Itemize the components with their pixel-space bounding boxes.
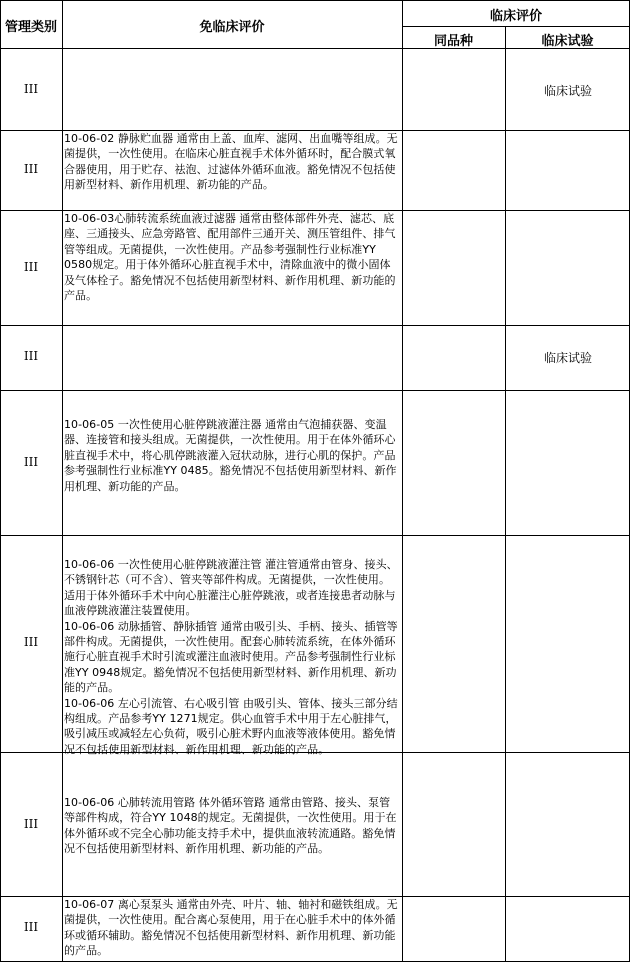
header-category: 管理类别 xyxy=(4,20,57,35)
description-paragraph: 10-06-06 左心引流管、右心吸引管 由吸引头、管体、接头三部分结构组成。产品参考YY 1271规定。供心血管手术中用于左心脏排气，吸引减压或减轻左心负荷，吸引心脏术野内血液等液体使用。豁免情况不包括使用新型材料、新作用机理、新功能的产品。 xyxy=(64,696,398,756)
column-divider xyxy=(62,0,63,962)
row-description xyxy=(64,417,400,494)
header-divider xyxy=(402,26,630,27)
row-class: III xyxy=(23,349,39,363)
row-divider xyxy=(0,535,630,536)
row-description xyxy=(64,557,400,757)
header-exempt-eval: 免临床评价 xyxy=(199,20,265,35)
row-description xyxy=(64,131,400,193)
description-paragraph: 10-06-07 离心泵泵头 通常由外壳、叶片、轴、轴衬和磁铁组成。无菌提供，一次性使用。配合离心泵使用，用于在心脏手术中的体外循环或循环辅助。豁免情况不包括使用新型材料、新作用机理、新功能的产品。 xyxy=(64,898,398,958)
header-clinical-eval: 临床评价 xyxy=(489,9,542,24)
row-class: III xyxy=(23,635,39,649)
row-class: III xyxy=(23,82,39,96)
description-paragraph: 10-06-02 静脉贮血器 通常由上盖、血库、滤网、出血嘴等组成。无菌提供，一次性使用。在临床心脏直视手术体外循环时，配合膜式氧合器使用，用于贮存、祛泡、过滤体外循环血液。豁免情况不包括使用新型材料、新作用机理、新功能的产品。 xyxy=(64,132,398,192)
description-paragraph: 10-06-03心肺转流系统血液过滤器 通常由整体部件外壳、滤芯、底座、三通接头、应急旁路管、配用部件三通开关、测压管组件、排气管等组成。无菌提供，一次性使用。产品参考强制性行业标准YY 0580规定。用于体外循环心脏直视手术中，清除血液中的微小固体及气体栓子。豁免情况不包括使用新型材料、新作用机理、新功能的产品。 xyxy=(64,212,396,303)
table-border-top xyxy=(0,0,630,1)
row-description xyxy=(64,211,400,303)
row-description xyxy=(64,897,400,959)
header-clinical-trial: 临床试验 xyxy=(541,34,594,49)
column-divider xyxy=(402,0,403,962)
row-divider xyxy=(0,390,630,391)
row-class: III xyxy=(23,920,39,934)
row-divider xyxy=(0,325,630,326)
description-paragraph: 10-06-06 心肺转流用管路 体外循环管路 通常由管路、接头、泵管等部件构成，符合YY 1048的规定。无菌提供，一次性使用。用于在体外循环或不完全心肺功能支持手术中，提供血液转流通路。豁免情况不包括使用新型材料、新作用机理、新功能的产品。 xyxy=(64,796,397,856)
row-clinical-trial: 临床试验 xyxy=(543,351,592,365)
description-paragraph: 10-06-06 一次性使用心脏停跳液灌注管 灌注管通常由管身、接头、不锈钢针芯（可不含）、管夹等部件构成。无菌提供，一次性使用。适用于体外循环手术中向心脏灌注心脏停跳液，或者连接患者动脉与血液停跳液灌注装置使用。 xyxy=(64,558,398,618)
row-description xyxy=(64,795,400,857)
row-class: III xyxy=(23,455,39,469)
row-class: III xyxy=(23,817,39,831)
header-same-variety: 同品种 xyxy=(433,34,473,49)
column-divider xyxy=(505,26,506,962)
row-clinical-trial: 临床试验 xyxy=(543,84,592,98)
row-class: III xyxy=(23,162,39,176)
description-paragraph: 10-06-05 一次性使用心脏停跳液灌注器 通常由气泡捕获器、变温器、连接管和接头组成。无菌提供，一次性使用。用于在体外循环心脏直视手术中，将心肌停跳液灌入冠状动脉，进行心肌的保护。产品参考强制性行业标准YY 0485。豁免情况不包括使用新型材料、新作用机理、新功能的产品。 xyxy=(64,418,397,493)
row-class: III xyxy=(23,260,39,274)
description-paragraph: 10-06-06 动脉插管、静脉插管 通常由吸引头、手柄、接头、插管等部件构成。无菌提供，一次性使用。配套心肺转流系统，在体外循环施行心脏直视手术时引流或灌注血液时使用。产品参考强制性行业标准YY 0948规定。豁免情况不包括使用新型材料、新作用机理、新功能的产品。 xyxy=(64,619,398,695)
